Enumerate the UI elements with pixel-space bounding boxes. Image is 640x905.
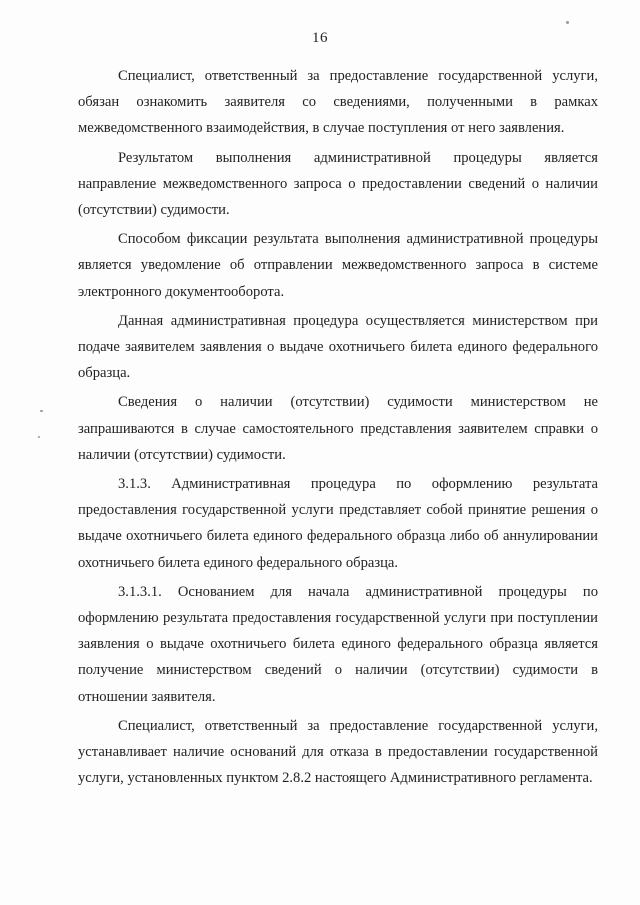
paragraph-specialist-establishes: Специалист, ответственный за предоставление государственной услуги, устанавливает наличие оснований для отказа в предоставлении государственной услуги, установленных пунктом 2.8.2 настоящего Административного регламента. (78, 717, 598, 787)
scan-speck (40, 410, 43, 412)
scan-speck (38, 436, 40, 438)
document-body (78, 63, 598, 791)
paragraph-specialist-informs: Специалист, ответственный за предоставление государственной услуги, обязан ознакомить заявителя со сведениями, полученными в рамках межведомственного взаимодействия, в случае поступления от него заявления. (78, 68, 598, 137)
paragraph-ministry-procedure: Данная административная процедура осуществляется министерством при подаче заявителем заявления о выдаче охотничьего билета единого федерального образца. (78, 312, 598, 382)
paragraph-result-fixation: Способом фиксации результата выполнения административной процедуры является уведомление об отправлении межведомственного запроса в системе электронного документооборота. (78, 231, 598, 300)
scan-speck (566, 21, 569, 24)
paragraph-criminal-record-info: Сведения о наличии (отсутствии) судимости министерством не запрашиваются в случае самостоятельного представления заявителем справки о наличии (отсутствии) судимости. (78, 394, 598, 463)
paragraph-section-3-1-3-1: 3.1.3.1. Основанием для начала административной процедуры по оформлению результата предоставления государственной услуги при поступлении заявления о выдаче охотничьего билета единого федерального образца является получение министерством сведений о наличии (отсутствии) судимости в отношении заявителя. (78, 583, 598, 705)
paragraph-procedure-result: Результатом выполнения административной процедуры является направление межведомственного запроса о предоставлении сведений о наличии (отсутствии) судимости. (78, 149, 598, 219)
paragraph-section-3-1-3: 3.1.3. Административная процедура по оформлению результата предоставления государственной услуги представляет собой принятие решения о выдаче охотничьего билета единого федерального образца либо об аннулировании охотничьего билета единого федерального образца. (78, 476, 598, 571)
page-number: 16 (312, 30, 328, 46)
